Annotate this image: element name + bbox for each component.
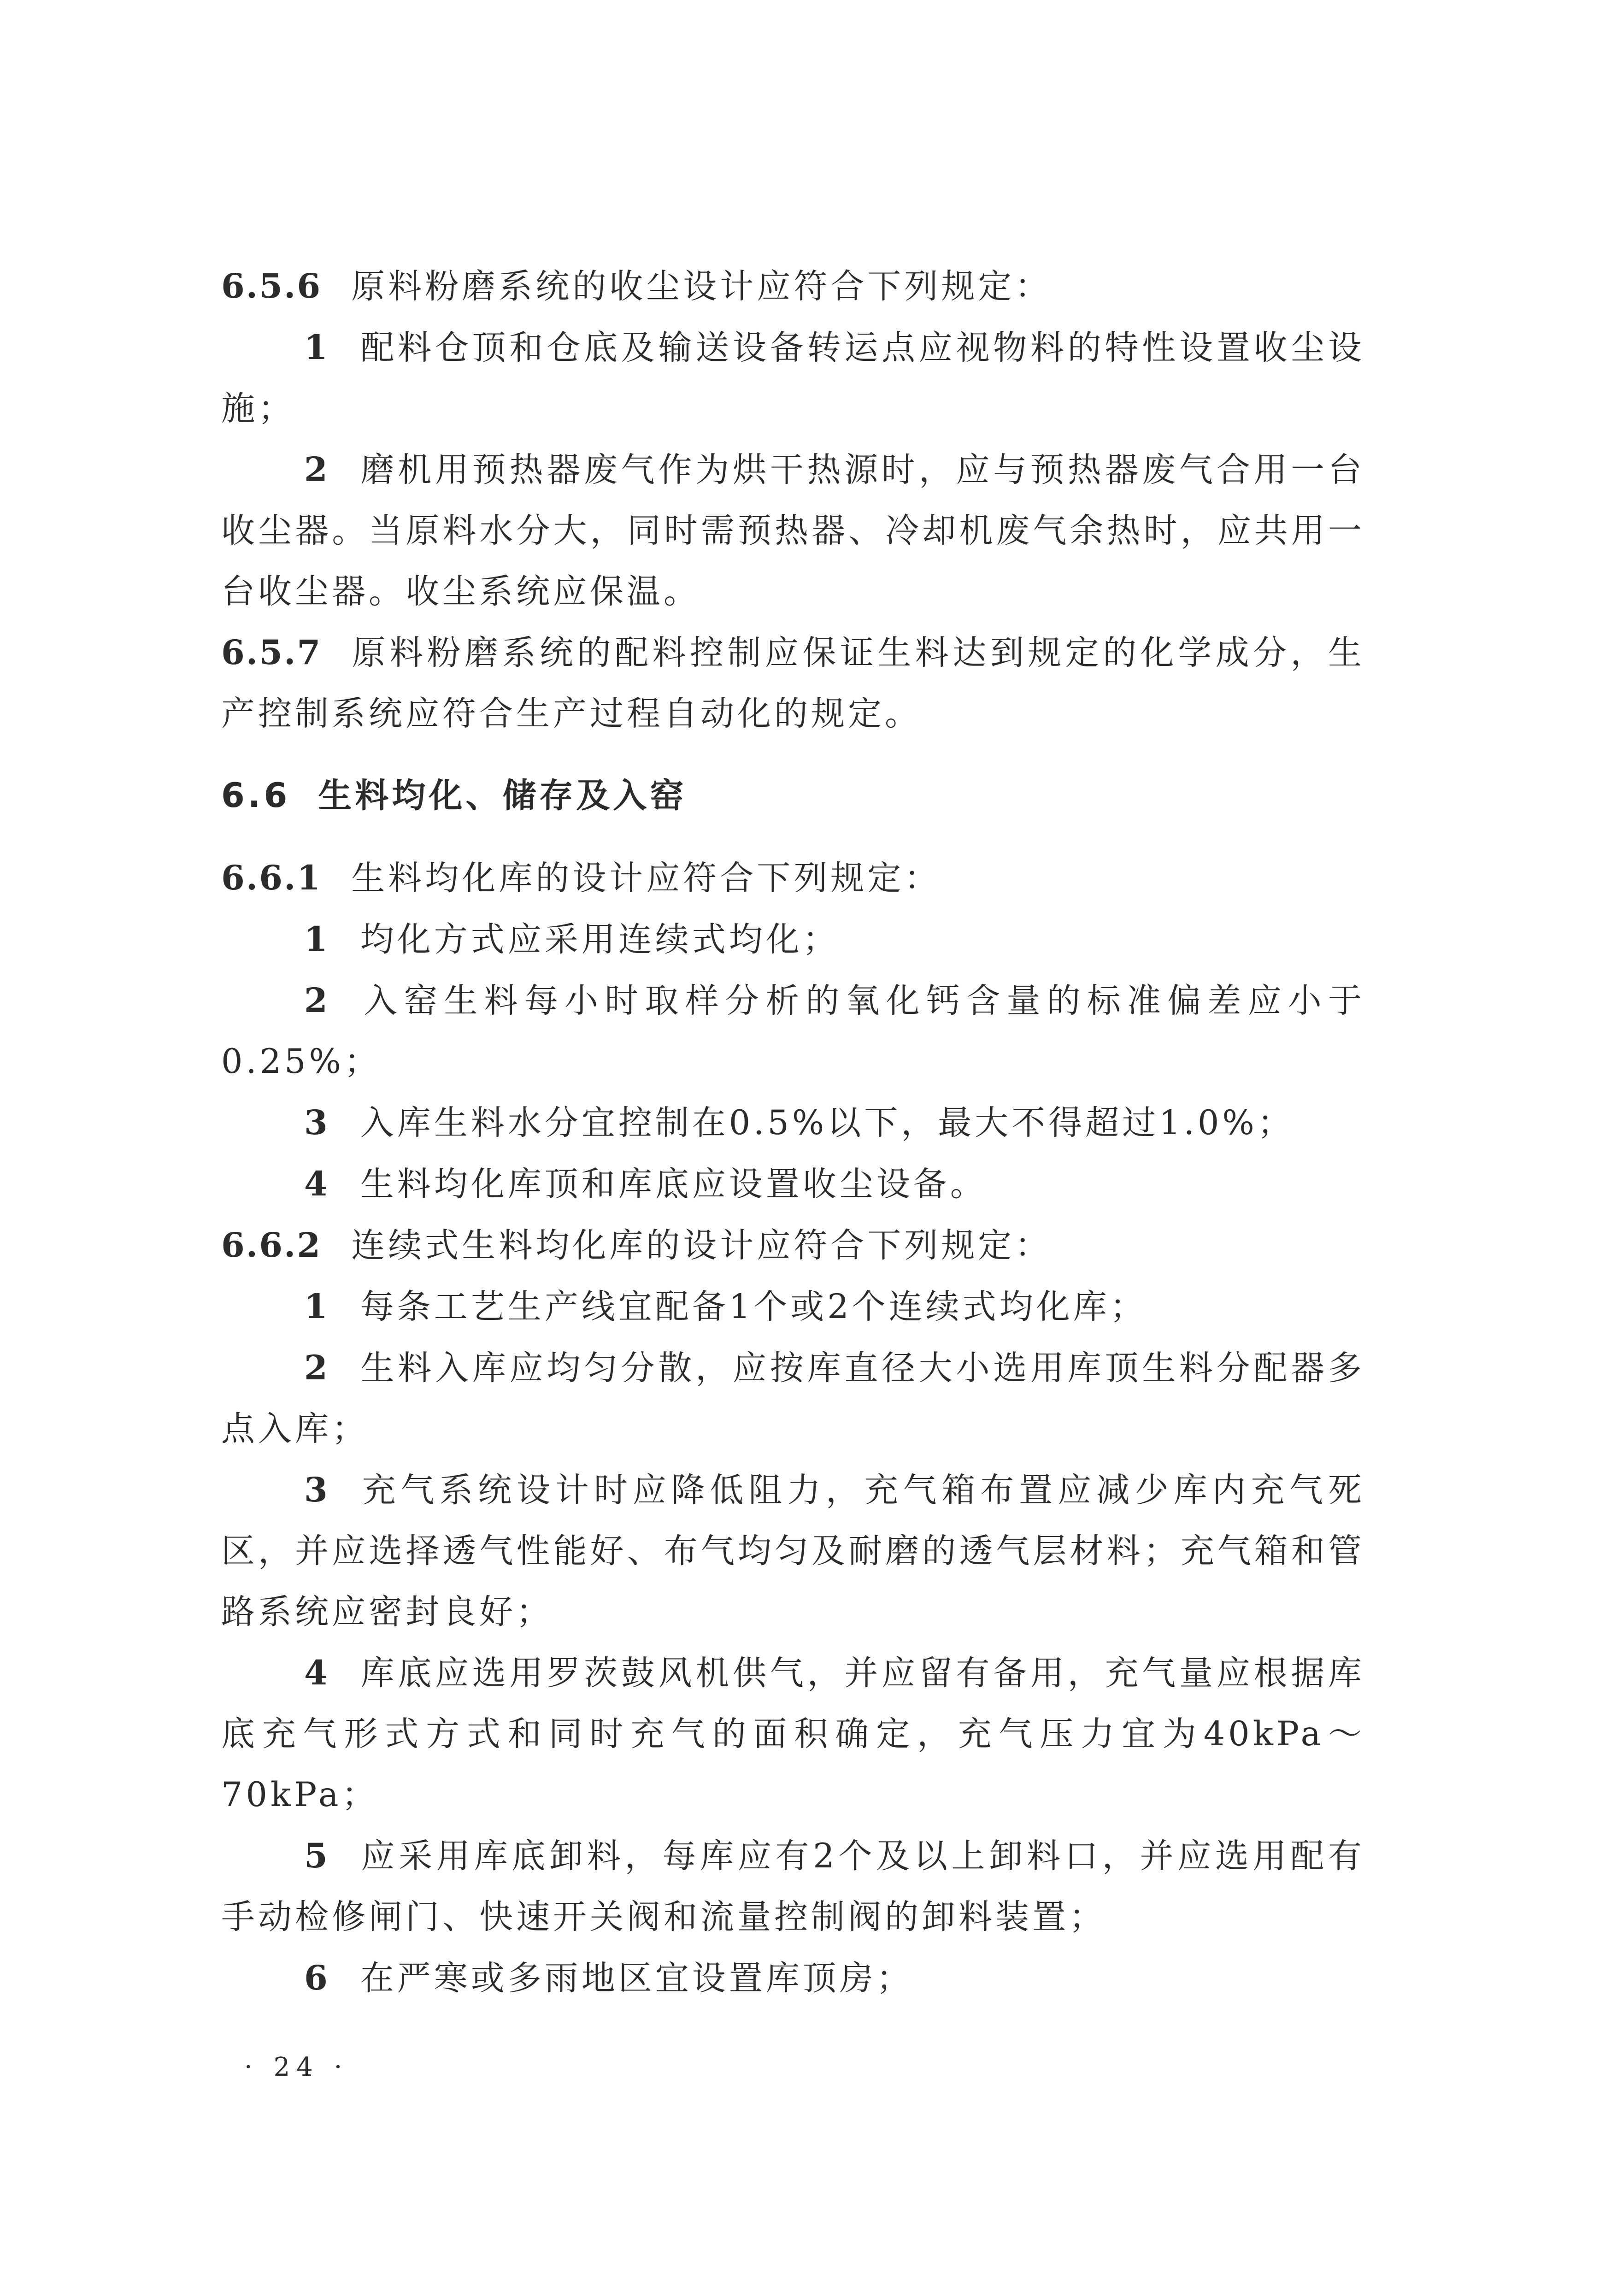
clause-number: 6.5.6 bbox=[221, 266, 322, 306]
item-number: 4 bbox=[304, 1164, 331, 1204]
item-number: 2 bbox=[304, 1348, 331, 1388]
list-item bbox=[221, 1948, 1365, 2009]
clause-text: 连续式生料均化库的设计应符合下列规定： bbox=[351, 1226, 1052, 1265]
page-content bbox=[221, 256, 1365, 2009]
list-item bbox=[221, 1092, 1365, 1154]
list-item bbox=[221, 1276, 1365, 1337]
section-number: 6.6 bbox=[221, 776, 291, 815]
item-text: 在严寒或多雨地区宜设置库顶房； bbox=[360, 1959, 913, 1998]
list-item bbox=[221, 1460, 1365, 1643]
clause-text: 生料均化库的设计应符合下列规定： bbox=[351, 859, 941, 898]
item-number: 3 bbox=[304, 1470, 331, 1510]
item-number: 1 bbox=[304, 1287, 331, 1326]
item-text: 配料仓顶和仓底及输送设备转运点应视物料的特性设置收尘设施； bbox=[221, 328, 1365, 428]
item-text: 均化方式应采用连续式均化； bbox=[360, 920, 840, 959]
clause-text: 原料粉磨系统的收尘设计应符合下列规定： bbox=[351, 267, 1052, 306]
list-item bbox=[221, 1337, 1365, 1460]
item-number: 4 bbox=[304, 1653, 331, 1693]
item-number: 3 bbox=[304, 1103, 331, 1142]
list-item bbox=[221, 439, 1365, 622]
item-text: 生料入库应均匀分散，应按库直径大小选用库顶生料分配器多点入库； bbox=[221, 1348, 1365, 1448]
clause-number: 6.5.7 bbox=[221, 633, 322, 672]
list-item bbox=[221, 909, 1365, 970]
item-text: 生料均化库顶和库底应设置收尘设备。 bbox=[360, 1165, 987, 1204]
item-number: 2 bbox=[304, 450, 331, 489]
item-text: 每条工艺生产线宜配备1个或2个连续式均化库； bbox=[360, 1287, 1147, 1326]
item-text: 充气系统设计时应降低阻力，充气箱布置应减少库内充气死区，并应选择透气性能好、布气均匀及耐磨的透气层材料；充气箱和管路系统应密封良好； bbox=[221, 1471, 1365, 1631]
page-number: · 24 · bbox=[244, 2052, 349, 2082]
item-number: 5 bbox=[304, 1836, 331, 1876]
section-heading bbox=[221, 765, 1365, 826]
item-text: 应采用库底卸料，每库应有2个及以上卸料口，并应选用配有手动检修闸门、快速开关阀和流量控制阀的卸料装置； bbox=[221, 1837, 1365, 1937]
item-number: 1 bbox=[304, 919, 331, 959]
clause-paragraph bbox=[221, 622, 1365, 744]
item-text: 入库生料水分宜控制在0.5%以下，最大不得超过1.0%； bbox=[360, 1103, 1294, 1142]
item-text: 入窑生料每小时取样分析的氧化钙含量的标准偏差应小于0.25%； bbox=[221, 981, 1365, 1081]
list-item bbox=[221, 970, 1365, 1092]
item-number: 1 bbox=[304, 328, 331, 367]
item-number: 6 bbox=[304, 1958, 331, 1998]
item-number: 2 bbox=[304, 981, 331, 1020]
item-text: 磨机用预热器废气作为烘干热源时，应与预热器废气合用一台收尘器。当原料水分大，同时需预热器、冷却机废气余热时，应共用一台收尘器。收尘系统应保温。 bbox=[221, 450, 1365, 611]
list-item bbox=[221, 1154, 1365, 1215]
clause-number: 6.6.1 bbox=[221, 858, 322, 898]
clause-paragraph bbox=[221, 256, 1365, 317]
clause-paragraph bbox=[221, 1215, 1365, 1276]
clause-paragraph bbox=[221, 848, 1365, 909]
item-text: 库底应选用罗茨鼓风机供气，并应留有备用，充气量应根据库底充气形式方式和同时充气的面积确定，充气压力宜为40kPa～70kPa； bbox=[221, 1654, 1365, 1814]
list-item bbox=[221, 317, 1365, 439]
clause-number: 6.6.2 bbox=[221, 1225, 322, 1265]
list-item bbox=[221, 1825, 1365, 1948]
section-title: 生料均化、储存及入窑 bbox=[318, 776, 687, 815]
clause-text: 原料粉磨系统的配料控制应保证生料达到规定的化学成分，生产控制系统应符合生产过程自动化的规定。 bbox=[221, 633, 1365, 733]
list-item bbox=[221, 1643, 1365, 1825]
